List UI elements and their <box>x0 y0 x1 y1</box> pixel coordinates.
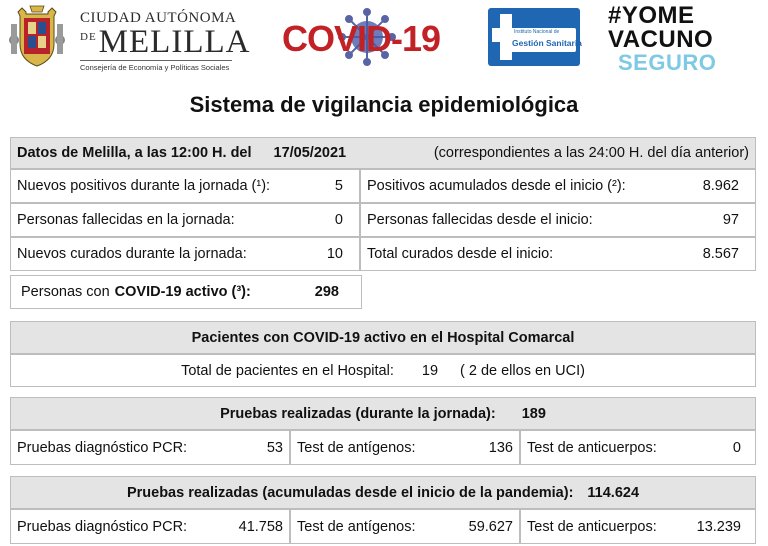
tests-cumulative-antigen-value: 59.627 <box>468 518 513 535</box>
melilla-logo-name <box>80 24 250 61</box>
daily-row-3-left <box>10 237 360 271</box>
melilla-logo-line1: CIUDAD AUTÓNOMA <box>80 10 237 26</box>
ingesa-logo <box>488 8 580 66</box>
new-positives-label: Nuevos positivos durante la jornada (¹): <box>17 178 271 194</box>
tests-cumulative-antibody <box>520 509 756 544</box>
daily-heading-prefix: Datos de Melilla, a las 12:00 H. del <box>17 145 252 161</box>
tests-daily-antibody <box>520 430 756 465</box>
tests-cumulative-antigen-label: Test de antígenos: <box>297 518 416 535</box>
tests-cumulative-pcr-label: Pruebas diagnóstico PCR: <box>17 518 188 535</box>
daily-row-1-right <box>360 169 756 203</box>
tests-daily-heading <box>10 397 756 430</box>
deaths-day-value: 0 <box>334 212 343 228</box>
daily-heading-note: (correspondientes a las 24:00 H. del día anterior) <box>433 145 749 161</box>
deaths-total-value: 97 <box>722 212 739 228</box>
tests-cumulative-total: 114.624 <box>587 484 640 501</box>
deaths-total-label: Personas fallecidas desde el inicio: <box>367 212 593 228</box>
active-cases-cell <box>10 275 362 309</box>
tests-daily-pcr-value: 53 <box>266 439 283 456</box>
campaign-line2: VACUNO <box>608 26 714 53</box>
campaign-line1: #YOME <box>608 2 695 29</box>
recovered-day-value: 10 <box>326 246 343 262</box>
hospital-heading: Pacientes con COVID-19 activo en el Hospital Comarcal <box>10 321 756 354</box>
recovered-day-label: Nuevos curados durante la jornada: <box>17 246 247 262</box>
vaccination-campaign-logo <box>600 0 760 76</box>
daily-heading <box>10 137 756 169</box>
melilla-logo <box>6 4 251 72</box>
tests-cumulative-antibody-label: Test de anticuerpos: <box>527 518 657 535</box>
hospital-total-label: Total de pacientes en el Hospital: <box>181 362 394 379</box>
active-cases-label: COVID-19 activo (³): <box>114 284 251 300</box>
tests-cumulative-antibody-value: 13.239 <box>696 518 741 535</box>
tests-cumulative-pcr-value: 41.758 <box>238 518 283 535</box>
tests-daily-antigen-label: Test de antígenos: <box>297 439 416 456</box>
tests-daily-antigen-value: 136 <box>488 439 513 456</box>
hospital-icu-note: ( 2 de ellos en UCI) <box>460 362 585 379</box>
melilla-logo-department: Consejería de Economía y Políticas Sociales <box>80 63 230 72</box>
page-title: Sistema de vigilancia epidemiológica <box>189 92 579 117</box>
new-positives-value: 5 <box>334 178 343 194</box>
tests-daily-total: 189 <box>521 405 546 422</box>
tests-cumulative-pcr <box>10 509 290 544</box>
tests-cumulative-heading <box>10 476 756 509</box>
tests-daily-pcr-label: Pruebas diagnóstico PCR: <box>17 439 188 456</box>
active-cases-prefix: Personas con <box>21 284 110 300</box>
tests-cumulative-antigen <box>290 509 520 544</box>
ingesa-logo-text: Gestión Sanitaria <box>512 38 582 48</box>
active-cases-value: 298 <box>314 284 339 300</box>
tests-daily-antibody-value: 0 <box>732 439 741 456</box>
tests-cumulative-heading-text: Pruebas realizadas (acumuladas desde el inicio de la pandemia): <box>126 484 574 501</box>
hospital-row <box>10 354 756 387</box>
tests-daily-heading-text: Pruebas realizadas (durante la jornada): <box>220 405 496 422</box>
tests-daily-antibody-label: Test de anticuerpos: <box>527 439 657 456</box>
melilla-logo-prefix: DE <box>80 31 97 43</box>
ingesa-logo-small-text: Instituto Nacional de <box>514 29 560 35</box>
tests-daily-pcr <box>10 430 290 465</box>
daily-row-2-left <box>10 203 360 237</box>
covid19-logo <box>282 8 447 68</box>
coat-of-arms-icon <box>6 4 68 70</box>
campaign-line3: SEGURO <box>618 50 717 75</box>
daily-row-1-left <box>10 169 360 203</box>
recovered-total-label: Total curados desde el inicio: <box>367 246 554 262</box>
tests-daily-antigen <box>290 430 520 465</box>
cumulative-positives-value: 8.962 <box>702 178 739 194</box>
deaths-day-label: Personas fallecidas en la jornada: <box>17 212 235 228</box>
cumulative-positives-label: Positivos acumulados desde el inicio (²): <box>367 178 626 194</box>
melilla-logo-name-text: MELILLA <box>98 24 251 60</box>
recovered-total-value: 8.567 <box>702 246 739 262</box>
daily-row-3-right <box>360 237 756 271</box>
melilla-logo-divider <box>80 60 232 61</box>
daily-heading-date: 17/05/2021 <box>273 145 347 161</box>
hospital-total-value: 19 <box>421 362 439 379</box>
covid19-logo-text: COVID-19 <box>282 18 441 59</box>
daily-row-2-right <box>360 203 756 237</box>
